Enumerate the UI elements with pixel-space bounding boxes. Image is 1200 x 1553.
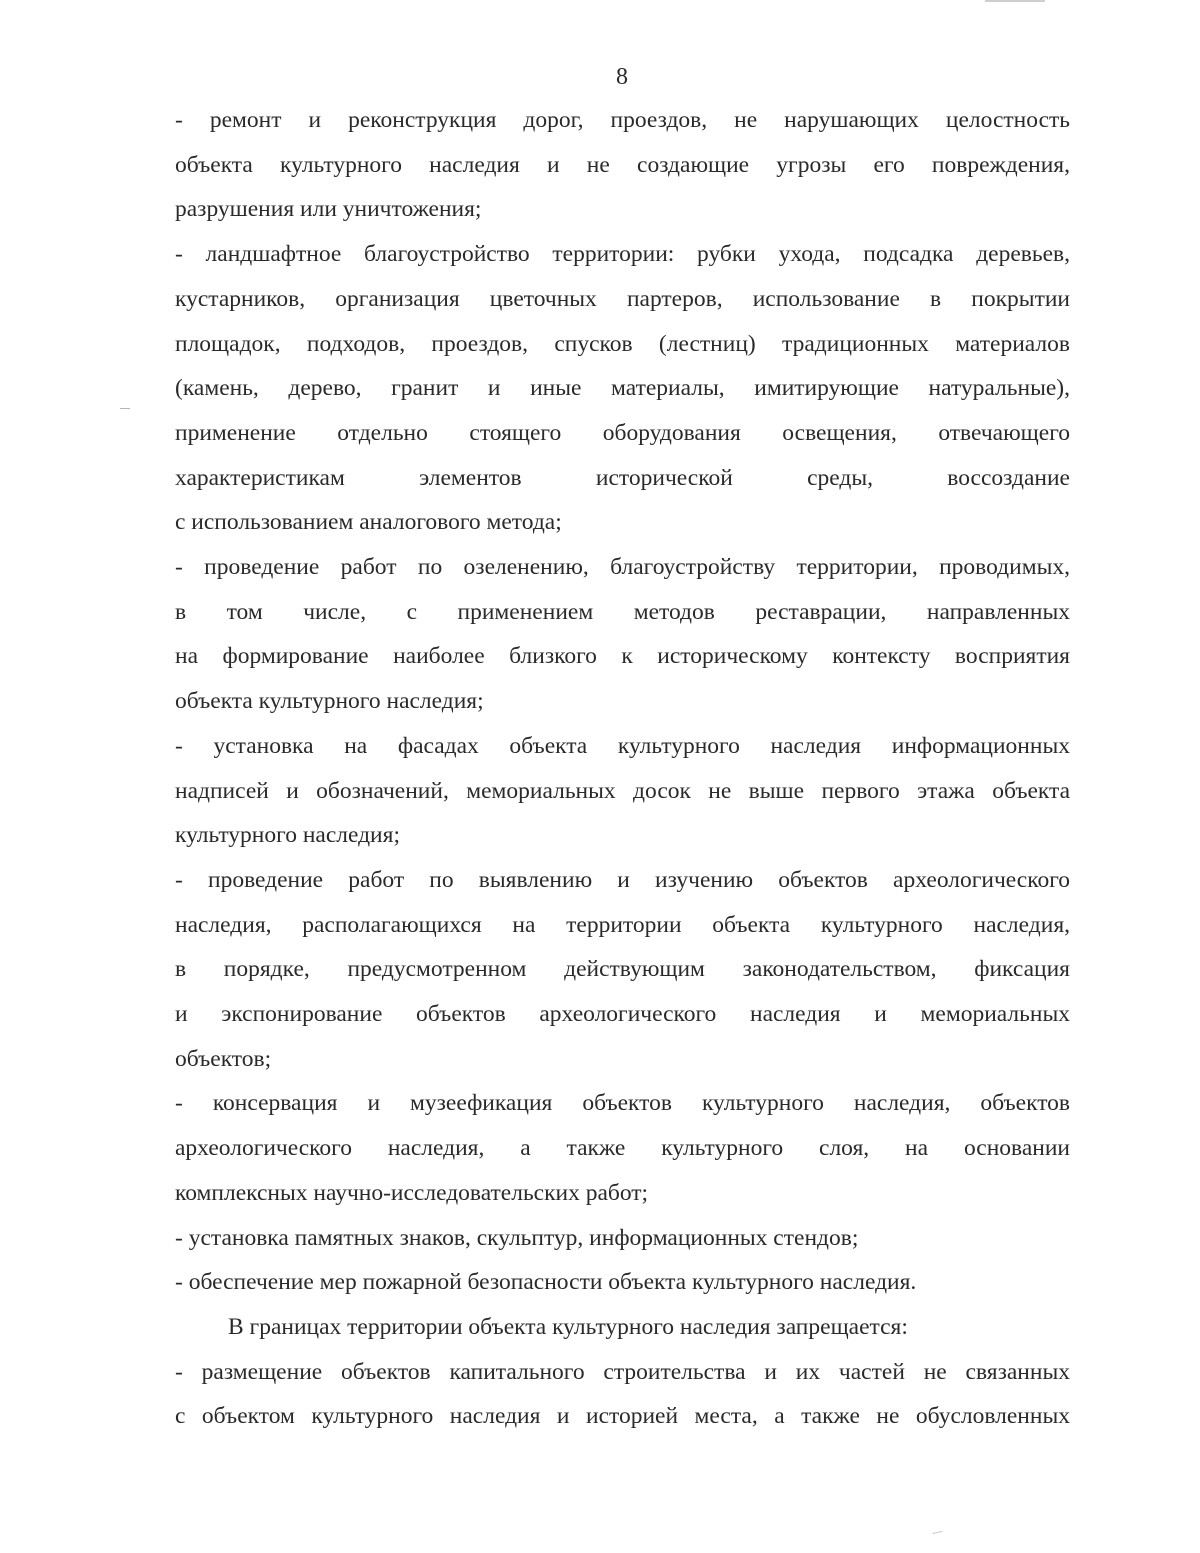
- text-line: комплексных научно-исследовательских работ;: [175, 1179, 649, 1206]
- paragraph: [175, 1350, 1070, 1439]
- scan-edge-mark: [985, 0, 1045, 5]
- margin-mark: [120, 408, 130, 409]
- text-line: и экспонирование объектов археологического наследия и мемориальных: [175, 1001, 1070, 1028]
- text-line: на формирование наиболее близкого к историческому контексту восприятия: [175, 643, 1070, 670]
- paragraph: [175, 1081, 1070, 1215]
- text-line: объекта культурного наследия и не создающие угрозы его повреждения,: [175, 151, 1070, 178]
- paragraph: [175, 545, 1070, 724]
- text-line: надписей и обозначений, мемориальных досок не выше первого этажа объекта: [175, 777, 1070, 804]
- paragraph: [175, 98, 1070, 232]
- text-line: кустарников, организация цветочных партеров, использование в покрытии: [175, 285, 1070, 312]
- text-line: - консервация и музеефикация объектов культурного наследия, объектов: [175, 1090, 1070, 1117]
- text-line: - ландшафтное благоустройство территории: рубки ухода, подсадка деревьев,: [175, 241, 1070, 268]
- text-line: в порядке, предусмотренном действующим законодательством, фиксация: [175, 956, 1070, 983]
- text-line: наследия, располагающихся на территории объекта культурного наследия,: [175, 911, 1070, 938]
- text-line: объектов;: [175, 1045, 272, 1072]
- paragraph: [175, 1260, 1070, 1305]
- page-number: 8: [616, 64, 628, 90]
- text-line: площадок, подходов, проездов, спусков (лестниц) традиционных материалов: [175, 330, 1070, 357]
- text-line: - проведение работ по озеленению, благоустройству территории, проводимых,: [175, 554, 1070, 581]
- text-line: - обеспечение мер пожарной безопасности объекта культурного наследия.: [175, 1269, 917, 1296]
- document-body: [175, 98, 1070, 1439]
- scan-corner-mark: [932, 1527, 943, 1534]
- paragraph: [175, 724, 1070, 858]
- text-line: характеристикам элементов исторической среды, воссоздание: [175, 464, 1070, 491]
- paragraph: [175, 232, 1070, 545]
- text-line: - установка памятных знаков, скульптур, информационных стендов;: [175, 1224, 859, 1251]
- text-line: (камень, дерево, гранит и иные материалы, имитирующие натуральные),: [175, 375, 1070, 402]
- text-line: В границах территории объекта культурного наследия запрещается:: [228, 1313, 908, 1340]
- text-line: археологического наследия, а также культурного слоя, на основании: [175, 1135, 1070, 1162]
- text-line: в том числе, с применением методов реставрации, направленных: [175, 598, 1070, 625]
- text-line: - ремонт и реконструкция дорог, проездов, не нарушающих целостность: [175, 107, 1070, 133]
- text-line: культурного наследия;: [175, 822, 400, 849]
- paragraph: [175, 1216, 1070, 1261]
- text-line: - проведение работ по выявлению и изучению объектов археологического: [175, 866, 1070, 893]
- text-line: с использованием аналогового метода;: [175, 509, 562, 536]
- text-line: с объектом культурного наследия и историей места, а также не обусловленных: [175, 1403, 1070, 1430]
- text-line: применение отдельно стоящего оборудования освещения, отвечающего: [175, 419, 1070, 446]
- paragraph: [175, 858, 1070, 1082]
- text-line: - размещение объектов капитального строительства и их частей не связанных: [175, 1358, 1070, 1385]
- paragraph: [175, 1305, 1070, 1350]
- text-line: объекта культурного наследия;: [175, 688, 484, 715]
- text-line: разрушения или уничтожения;: [175, 196, 482, 223]
- text-line: - установка на фасадах объекта культурного наследия информационных: [175, 732, 1070, 759]
